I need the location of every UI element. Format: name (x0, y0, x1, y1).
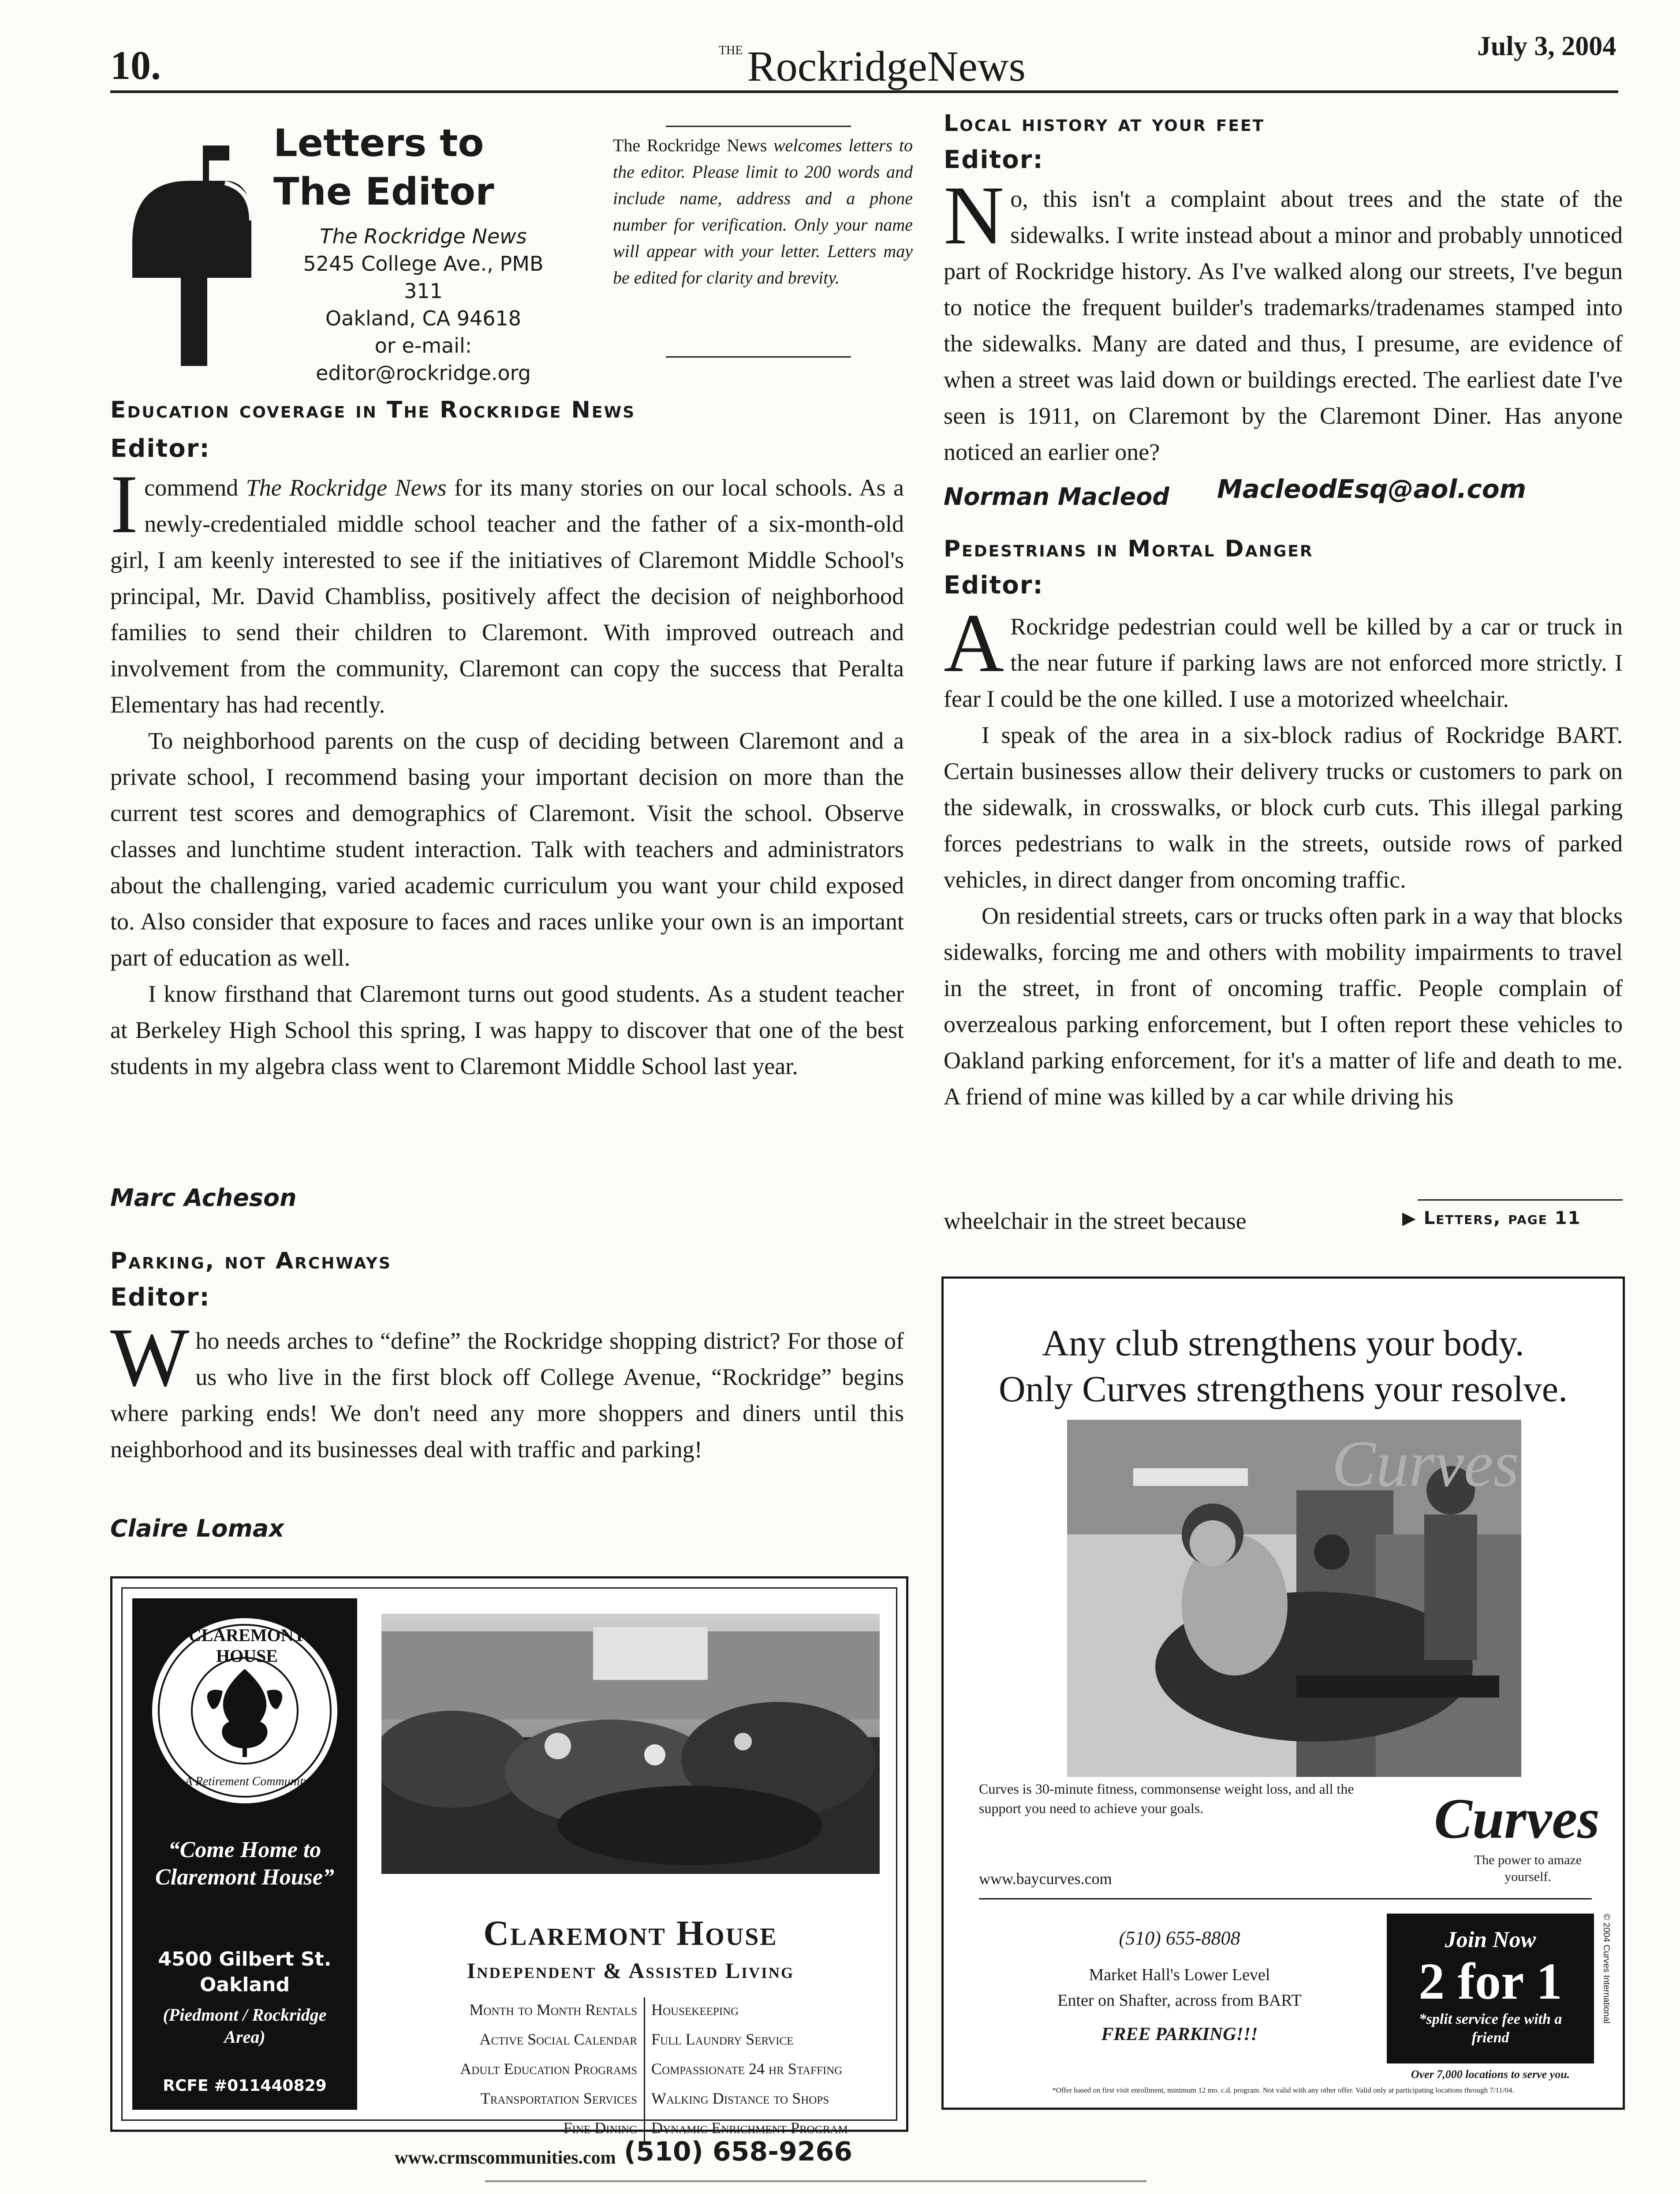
curves-join-now: Join Now (1445, 1927, 1536, 1952)
curves-website[interactable]: www.baycurves.com (979, 1870, 1112, 1888)
mailbox-icon (119, 132, 269, 370)
curves-side-text: © 2004 Curves International (1602, 1914, 1611, 2024)
photo-curves-text: Curves (1332, 1427, 1519, 1500)
claremont-area: (Piedmont / Rockridge Area) (163, 2005, 327, 2047)
curves-offer-box[interactable] (1387, 1914, 1594, 2063)
education-paragraph: I know firsthand that Claremont turns out good students. As a student teacher at Berkeley High School this spring, I was happy to discover that one of the best students in my algebra class went to Claremont Middle School last year. (110, 981, 904, 1079)
claremont-services-left: Month to Month Rentals Active Social Calendar Adult Education Programs Transportation Services Fine Dining (460, 2001, 637, 2137)
arrow-icon: ▶ (1402, 1208, 1417, 1228)
parking-signature: Claire Lomax (110, 1515, 284, 1542)
letters-publication: The Rockridge News (320, 224, 527, 248)
letters-address-line2: Oakland, CA 94618 (325, 306, 522, 330)
jump-rule (1418, 1199, 1623, 1201)
policy-publication: The Rockridge News (613, 135, 767, 155)
publication-date: July 3, 2004 (1477, 31, 1617, 61)
curves-fineprint: *Offer based on first visit enrollment, minimum 12 mo. c.d. program. Not valid with any other offer. Valid only at participating locations through 7/11/04. (1052, 2086, 1514, 2094)
pedestrians-headline: Pedestrians in Mortal Danger (944, 536, 1314, 562)
claremont-tagline: Independent & Assisted Living (467, 1958, 795, 1983)
seal-bottom-text: A Retirement Community (185, 1775, 309, 1788)
pedestrians-drop-cap: A (944, 597, 1004, 690)
curves-divider (979, 1898, 1592, 1899)
history-body: No, this isn't a complaint about trees and the state of the sidewalks. I write instead about a minor and probably unnoticed part of Rockridge history. As I've walked along our streets, I've begun to notice the frequent builder's trademarks/tradenames stamped into the sidewalks. Many are dated and thus, I presume, are evidence of when a street was laid down or buildings erected. The earliest date I've seen is 1911, on Claremont by the Claremont Diner. Has anyone noticed an earlier one? (944, 169, 1623, 465)
curves-ad[interactable] (941, 1276, 1625, 2110)
curves-phone[interactable]: (510) 655-8808 (1119, 1927, 1240, 1949)
curves-headline: Any club strengthens your body. Only Curves strengthens your resolve. (998, 1323, 1568, 1410)
history-signature: Norman Macleod (944, 483, 1169, 511)
claremont-slogan: “Come Home to Claremont House” (155, 1837, 334, 1890)
letters-title-line2: The Editor (273, 170, 494, 214)
pedestrians-paragraph: I speak of the area in a six-block radius of Rockridge BART. Certain businesses allow their delivery trucks or customers to park on the sidewalk, in crosswalks, or block curb cuts. This illegal parking forces pedestrians to walk in the streets, outside rows of parked vehicles, in direct danger from oncoming traffic. (944, 722, 1623, 893)
letters-email[interactable]: editor@rockridge.org (316, 361, 531, 385)
letters-address (282, 223, 564, 387)
claremont-license: RCFE #011440829 (163, 2077, 327, 2095)
curves-location: Market Hall's Lower Level Enter on Shafter, across from BART (1057, 1966, 1302, 2010)
curves-logo-tagline: The power to amaze yourself. (1474, 1853, 1582, 1884)
continued-link[interactable]: ▶ Letters, page 11 (1402, 1208, 1581, 1228)
curves-offer-note: *split service fee with a friend (1419, 2011, 1562, 2046)
education-salutation: Editor: (110, 434, 210, 463)
page-number: 10. (110, 43, 161, 88)
claremont-garden-photo (381, 1614, 880, 1874)
claremont-services-right: Housekeeping Full Laundry Service Compassionate 24 hr Staffing Walking Distance to Shops Dynamic Enrichment Program (651, 2001, 848, 2137)
education-drop-cap: I (110, 458, 138, 551)
parking-salutation: Editor: (110, 1283, 210, 1312)
pedestrians-body: A Rockridge pedestrian could well be killed by a car or truck in the near future if parking laws are not enforced more strictly. I fear I could be the one killed. I use a motorized wheelchair. I speak of the area in a six-block radius of Rockridge BART. Certain businesses allow their delivery trucks or customers to park on the sidewalk, in crosswalks, or block curb cuts. This illegal parking forces pedestrians to walk in the streets, outside rows of parked vehicles, in direct danger from oncoming traffic. On residential streets, cars or trucks often park in a way that blocks sidewalks, forcing me and others with mobility impairments to travel in the street, in front of oncoming traffic. People complain of overzealous parking enforcement, but I often report these vehicles to Oakland parking enforcement, for it's a matter of life and death to me. A friend of mine was killed by a car while driving his (944, 608, 1623, 1115)
history-salutation: Editor: (944, 146, 1044, 174)
claremont-website[interactable]: www.crmscommunities.com (395, 2148, 616, 2168)
letters-title-line1: Letters to (273, 121, 484, 165)
footer-rule (485, 2180, 1146, 2182)
masthead-small: THE (719, 44, 743, 57)
history-drop-cap: N (944, 169, 1004, 262)
curves-logo: Curves (1434, 1787, 1600, 1851)
policy-bottom-rule (666, 356, 851, 358)
claremont-name: Claremont House (483, 1914, 778, 1953)
education-headline: Education coverage in The Rockridge News (110, 397, 636, 423)
parking-drop-cap: W (110, 1311, 190, 1404)
letters-email-label: or e-mail: (374, 334, 472, 358)
policy-top-rule (666, 126, 851, 127)
claremont-phone[interactable]: (510) 658-9266 (624, 2136, 853, 2167)
masthead (719, 42, 1026, 91)
pedestrians-salutation: Editor: (944, 571, 1044, 600)
policy-text: welcomes letters to the editor. Please limit to 200 words and include name, address and a phone number for verification. Only your name will appear with your letter. Letters may be edited for clarity and brevity. (613, 135, 913, 287)
history-email[interactable]: MacleodEsq@aol.com (1217, 474, 1527, 504)
pedestrians-last-line: wheelchair in the street because (944, 1208, 1247, 1234)
letters-title (273, 119, 494, 216)
masthead-title: RockridgeNews (747, 43, 1026, 90)
curves-locations: Over 7,000 locations to serve you. (1411, 2068, 1570, 2081)
claremont-address: 4500 Gilbert St. Oakland (158, 1948, 332, 1996)
services-divider (644, 1997, 645, 2143)
education-signature: Marc Acheson (110, 1184, 297, 1212)
curves-offer: 2 for 1 (1419, 1952, 1562, 2010)
parking-headline: Parking, not Archways (110, 1248, 392, 1274)
curves-workout-photo (1067, 1420, 1521, 1777)
curves-free-parking: FREE PARKING!!! (1101, 2024, 1258, 2045)
history-headline: Local history at your feet (944, 110, 1265, 137)
claremont-left-panel (132, 1598, 357, 2110)
education-paragraph: To neighborhood parents on the cusp of deciding between Claremont and a private school, I recommend basing your important decision on more than the current test scores and demographics of Claremont. Visit the school. Observe classes and lunchtime student interaction. Talk with teachers and administrators about the challenging, varied academic curriculum you want your child exposed to. Also consider that exposure to faces and races unlike your own is an important part of education as well. (110, 728, 904, 971)
curves-blurb: Curves is 30-minute fitness, commonsense weight loss, and all the support you need to achieve your goals. (979, 1781, 1354, 1816)
seal-top-text: CLAREMONT HOUSE (188, 1625, 306, 1666)
letters-policy (613, 132, 913, 291)
pedestrians-paragraph: On residential streets, cars or trucks often park in a way that blocks sidewalks, forcing me and others with mobility impairments to travel in the street, in front of oncoming traffic. People complain of overzealous parking enforcement, but I often report these vehicles to Oakland parking enforcement, for it's a matter of life and death to me. A friend of mine was killed by a car while driving his (944, 903, 1623, 1110)
education-body: Icommend The Rockridge News for its many stories on our local schools. As a newly-credentialed middle school teacher and the father of a six-month-old girl, I am keenly interested to see if the initiatives of Claremont Middle School's principal, Mr. David Chambliss, positively affect the decision of neighborhood families to send their children to Claremont. With improved outreach and involvement from the community, Claremont can copy the success that Peralta Elementary has had recently. To neighborhood parents on the cusp of deciding between Claremont and a private school, I recommend basing your important decision on more than the current test scores and demographics of Claremont. Visit the school. Observe classes and lunchtime student interaction. Talk with teachers and administrators about the challenging, varied academic curriculum you want your child exposed to. Also consider that exposure to faces and races unlike your own is an important part of education as well. I know firsthand that Claremont turns out good students. As a student teacher at Berkeley High School this spring, I was happy to discover that one of the best students in my algebra class went to Claremont Middle School last year. (110, 470, 904, 1084)
header-rule (110, 90, 1618, 93)
letters-address-line1: 5245 College Ave., PMB 311 (303, 252, 544, 303)
parking-body: Who needs arches to “define” the Rockridge shopping district? For those of us who live in the first block off College Avenue, “Rockridge” begins where parking ends! We don't need any more shoppers and diners until this neighborhood and its businesses deal with traffic and parking! (110, 1311, 904, 1463)
claremont-house-ad[interactable] (110, 1576, 908, 2168)
